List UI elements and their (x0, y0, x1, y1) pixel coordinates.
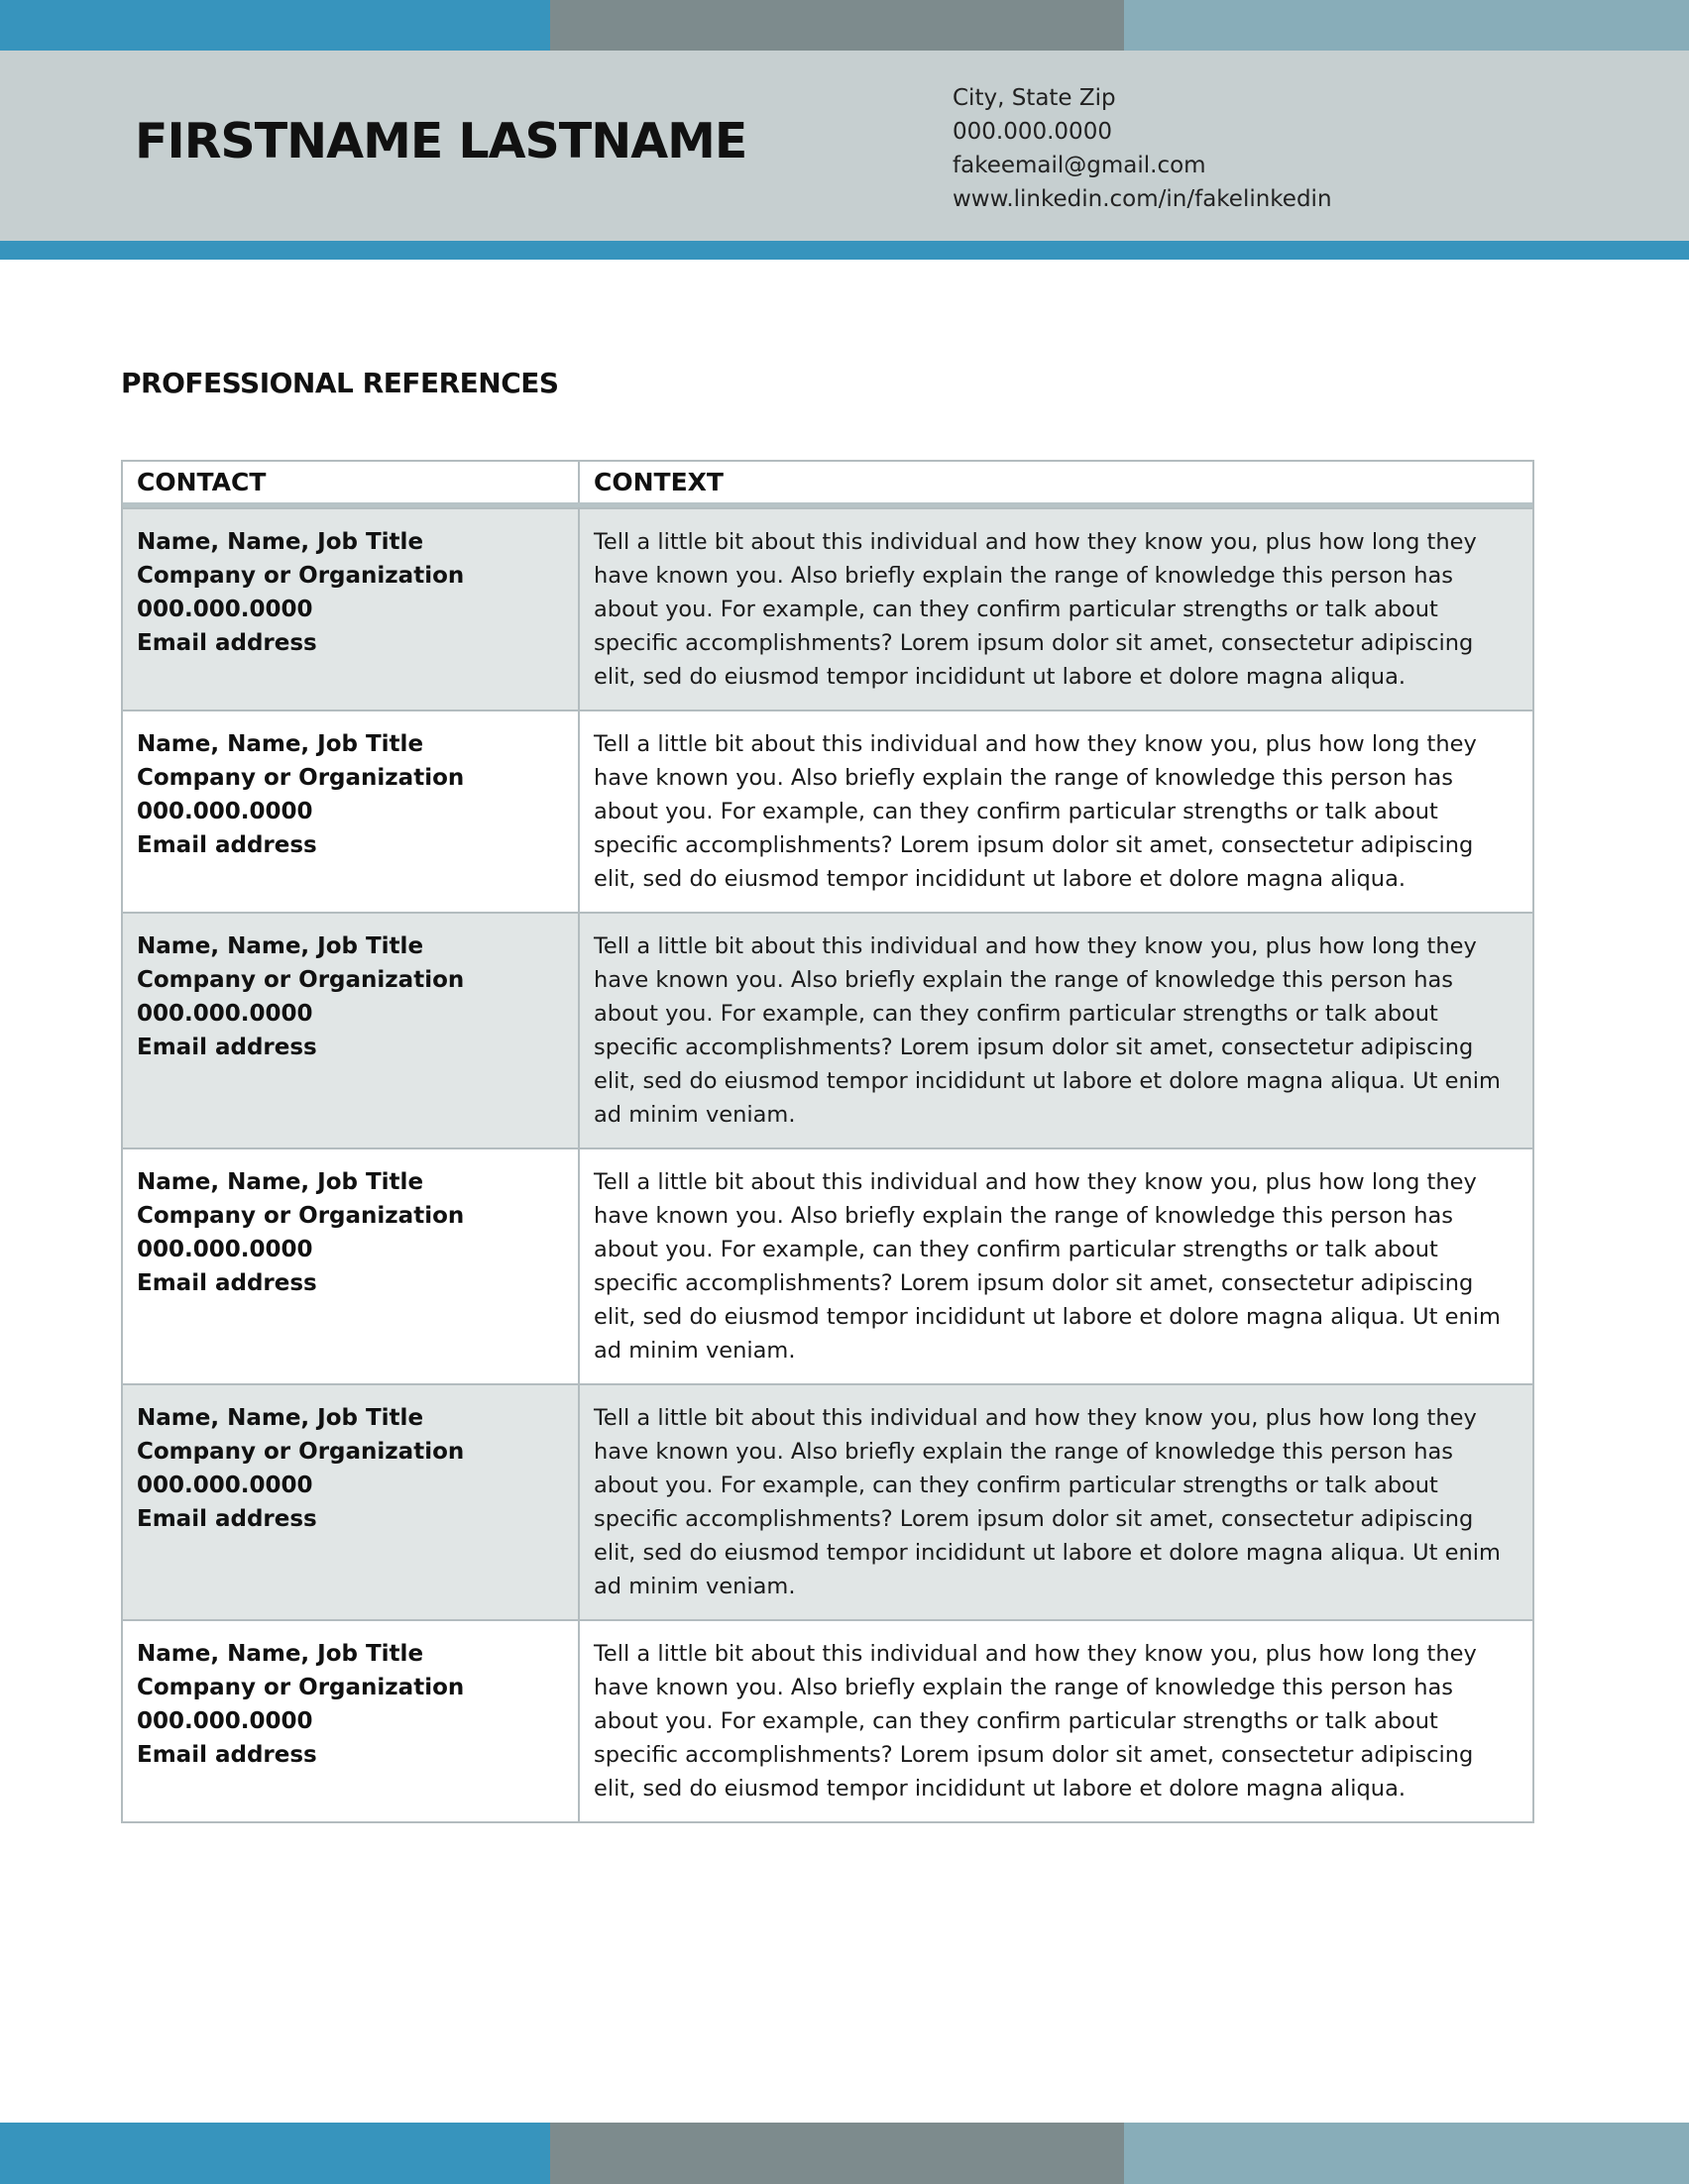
column-header-context: CONTEXT (594, 468, 724, 496)
reference-phone: 000.000.0000 (137, 1237, 313, 1262)
bottom-color-strip (0, 2123, 1689, 2184)
candidate-name: FIRSTNAME LASTNAME (135, 113, 747, 169)
reference-context-cell: Tell a little bit about this individual and how they know you, plus how long they have known you. Also briefly explain the range of knowledge this person has about you. For example, can they confirm particular strengths or talk about specific accomplishments? Lorem ipsum dolor sit amet, consectetur adipiscing elit, sed do eiusmod tempor incididunt ut labore et dolore magna aliqua. (594, 1641, 1477, 1802)
reference-context-cell: Tell a little bit about this individual and how they know you, plus how long they have known you. Also briefly explain the range of knowledge this person has about you. For example, can they confirm particular strengths or talk about specific accomplishments? Lorem ipsum dolor sit amet, consectetur adipiscing elit, sed do eiusmod tempor incididunt ut labore et dolore magna aliqua. Ut enim ad minim veniam. (594, 933, 1501, 1128)
contact-linkedin: www.linkedin.com/in/fakelinkedin (953, 186, 1332, 212)
reference-phone: 000.000.0000 (137, 799, 313, 824)
bottom-strip-light-blue-segment (1124, 2123, 1689, 2184)
reference-contact-cell (123, 1149, 580, 1383)
reference-phone: 000.000.0000 (137, 597, 313, 622)
reference-name-title: Name, Name, Job Title (137, 933, 424, 959)
header-accent-rule (0, 241, 1689, 260)
reference-name-title: Name, Name, Job Title (137, 529, 424, 555)
reference-company: Company or Organization (137, 1203, 465, 1229)
contact-phone: 000.000.0000 (953, 119, 1112, 145)
table-row (123, 507, 1532, 710)
reference-email: Email address (137, 1742, 317, 1768)
reference-email: Email address (137, 1506, 317, 1532)
table-row (123, 1147, 1532, 1383)
reference-email: Email address (137, 1035, 317, 1060)
reference-context-cell: Tell a little bit about this individual and how they know you, plus how long they have known you. Also briefly explain the range of knowledge this person has about you. For example, can they confirm particular strengths or talk about specific accomplishments? Lorem ipsum dolor sit amet, consectetur adipiscing elit, sed do eiusmod tempor incididunt ut labore et dolore magna aliqua. Ut enim ad minim veniam. (594, 1169, 1501, 1364)
reference-context-cell: Tell a little bit about this individual and how they know you, plus how long they have known you. Also briefly explain the range of knowledge this person has about you. For example, can they confirm particular strengths or talk about specific accomplishments? Lorem ipsum dolor sit amet, consectetur adipiscing elit, sed do eiusmod tempor incididunt ut labore et dolore magna aliqua. (594, 529, 1477, 690)
table-row (123, 912, 1532, 1147)
reference-company: Company or Organization (137, 1675, 465, 1700)
reference-contact-cell (123, 914, 580, 1147)
table-row (123, 1619, 1532, 1821)
reference-phone: 000.000.0000 (137, 1473, 313, 1498)
reference-context-cell: Tell a little bit about this individual and how they know you, plus how long they have known you. Also briefly explain the range of knowledge this person has about you. For example, can they confirm particular strengths or talk about specific accomplishments? Lorem ipsum dolor sit amet, consectetur adipiscing elit, sed do eiusmod tempor incididunt ut labore et dolore magna aliqua. Ut enim ad minim veniam. (594, 1405, 1501, 1599)
top-strip-blue-segment (0, 0, 550, 51)
reference-contact-cell (123, 1621, 580, 1821)
reference-name-title: Name, Name, Job Title (137, 1405, 424, 1431)
reference-email: Email address (137, 630, 317, 656)
reference-company: Company or Organization (137, 1439, 465, 1465)
contact-info (953, 81, 1332, 216)
reference-contact-cell (123, 711, 580, 912)
table-row (123, 710, 1532, 912)
contact-location: City, State Zip (953, 85, 1116, 111)
reference-company: Company or Organization (137, 765, 465, 791)
reference-name-title: Name, Name, Job Title (137, 1169, 424, 1195)
reference-phone: 000.000.0000 (137, 1708, 313, 1734)
bottom-strip-gray-segment (550, 2123, 1124, 2184)
reference-contact-cell (123, 509, 580, 710)
table-row (123, 1383, 1532, 1619)
reference-name-title: Name, Name, Job Title (137, 1641, 424, 1667)
top-color-strip (0, 0, 1689, 51)
reference-company: Company or Organization (137, 563, 465, 589)
reference-company: Company or Organization (137, 967, 465, 993)
section-title: PROFESSIONAL REFERENCES (121, 367, 559, 399)
top-strip-gray-segment (550, 0, 1124, 51)
table-header-row (123, 462, 1532, 507)
reference-email: Email address (137, 832, 317, 858)
reference-phone: 000.000.0000 (137, 1001, 313, 1027)
reference-name-title: Name, Name, Job Title (137, 731, 424, 757)
reference-contact-cell (123, 1385, 580, 1619)
top-strip-light-blue-segment (1124, 0, 1689, 51)
bottom-strip-blue-segment (0, 2123, 550, 2184)
reference-context-cell: Tell a little bit about this individual and how they know you, plus how long they have known you. Also briefly explain the range of knowledge this person has about you. For example, can they confirm particular strengths or talk about specific accomplishments? Lorem ipsum dolor sit amet, consectetur adipiscing elit, sed do eiusmod tempor incididunt ut labore et dolore magna aliqua. (594, 731, 1477, 892)
reference-email: Email address (137, 1270, 317, 1296)
column-header-contact: CONTACT (123, 462, 580, 502)
contact-email: fakeemail@gmail.com (953, 153, 1206, 178)
references-table (121, 460, 1534, 1823)
